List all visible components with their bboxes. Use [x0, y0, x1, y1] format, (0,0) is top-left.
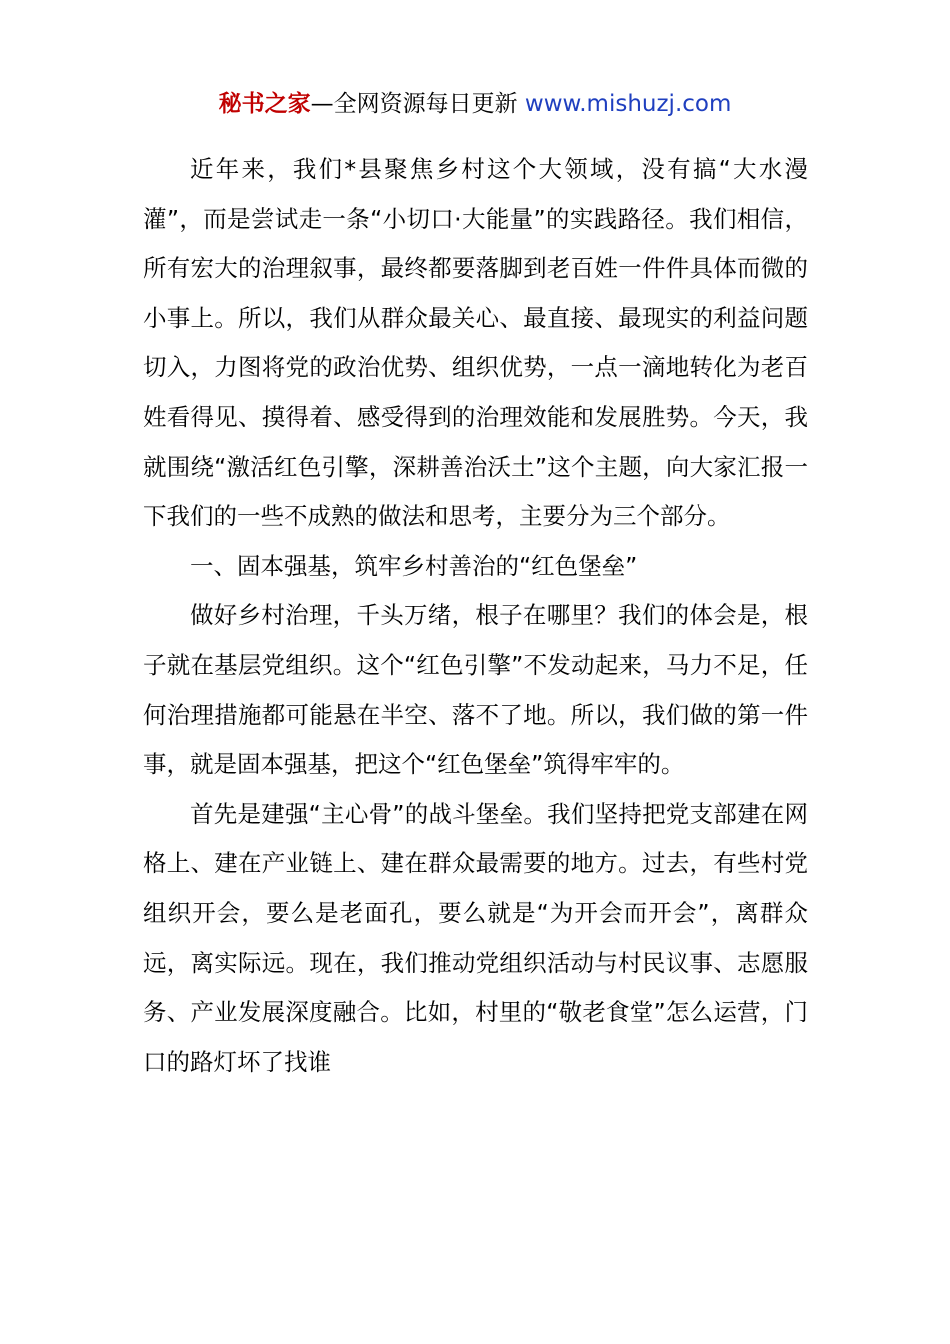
site-tagline: —全网资源每日更新 [310, 91, 525, 117]
site-header [0, 86, 950, 122]
paragraph-foundation: 做好乡村治理，千头万绪，根子在哪里？我们的体会是，根子就在基层党组织。这个“红色引擎”不发动起来，马力不足，任何治理措施都可能悬在半空、落不了地。所以，我们做的第一件事，就是固本强基，把这个“红色堡垒”筑得牢牢的。 [143, 601, 808, 779]
paragraph-intro: 近年来，我们*县聚焦乡村这个大领域，没有搞“大水漫灌”，而是尝试走一条“小切口·大能量”的实践路径。我们相信，所有宏大的治理叙事，最终都要落脚到老百姓一件件具体而微的小事上。所以，我们从群众最关心、最直接、最现实的利益问题切入，力图将党的政治优势、组织优势，一点一滴地转化为老百姓看得见、摸得着、感受得到的治理效能和发展胜势。今天，我就围绕“激活红色引擎，深耕善治沃土”这个主题，向大家汇报一下我们的一些不成熟的做法和思考，主要分为三个部分。 [143, 155, 808, 531]
paragraph-backbone: 首先是建强“主心骨”的战斗堡垒。我们坚持把党支部建在网格上、建在产业链上、建在群众最需要的地方。过去，有些村党组织开会，要么是老面孔，要么就是“为开会而开会”，离群众远，离实际远。现在，我们推动党组织活动与村民议事、志愿服务、产业发展深度融合。比如，村里的“敬老食堂”怎么运营，门口的路灯坏了找谁 [143, 799, 808, 1076]
document-body [143, 145, 808, 1087]
site-url-link[interactable]: www.mishuzj.com [524, 91, 732, 117]
section-heading-1: 一、固本强基，筑牢乡村善治的“红色堡垒” [190, 551, 638, 580]
site-brand: 秘书之家 [218, 91, 311, 117]
